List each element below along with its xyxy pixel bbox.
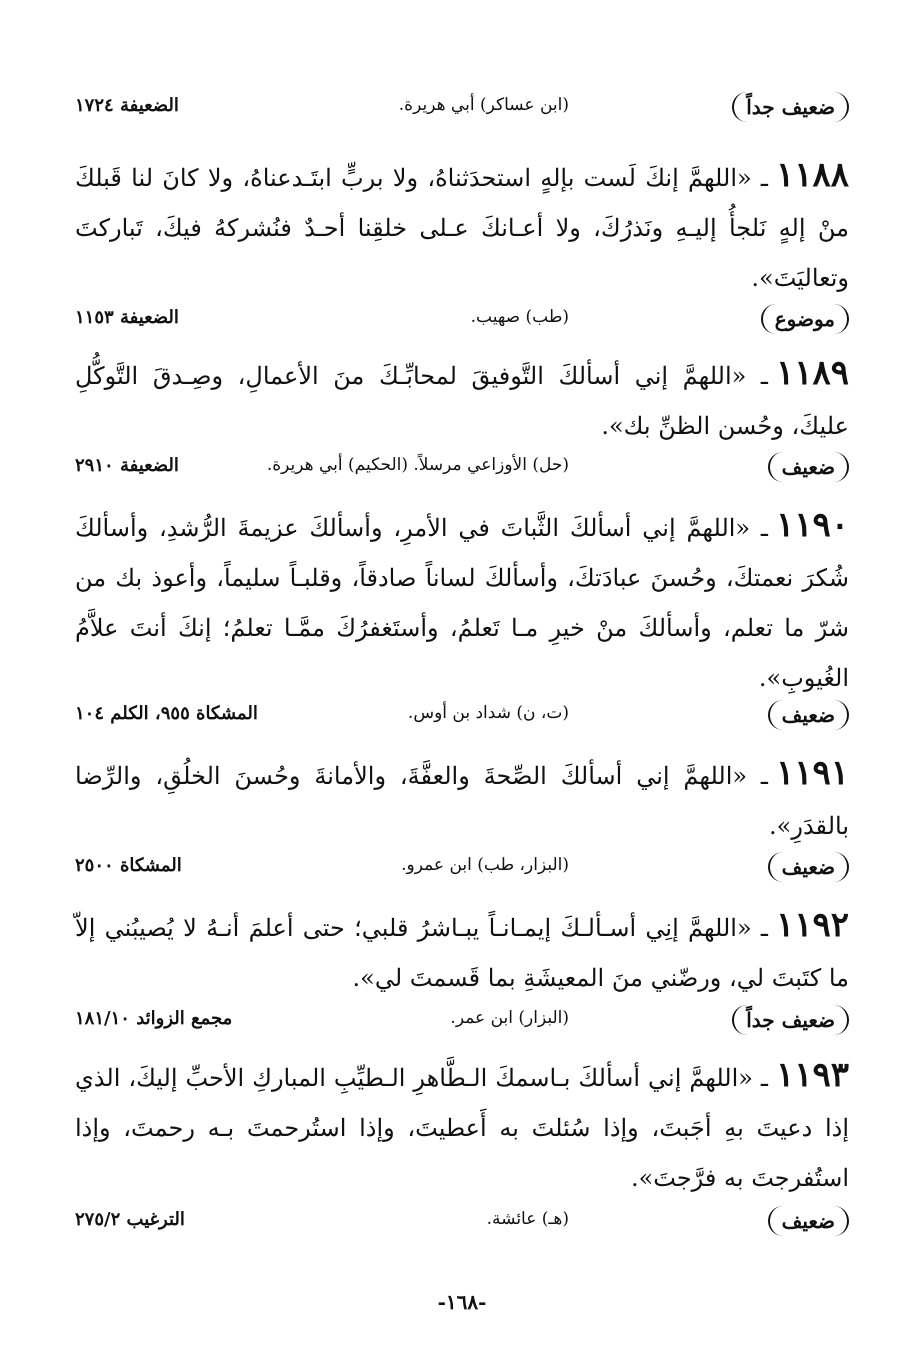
hadith-1189 [75, 348, 849, 451]
reference-line [75, 1005, 849, 1037]
book-reference: مجمع الزوائد ١٨١/١٠ [75, 1008, 233, 1029]
book-reference: الترغيب ٢٧٥/٢ [75, 1209, 185, 1230]
hadith-text: ـ «اللهمَّ إني أسألكَ الثَّباتَ في الأمرِ، وأسألكَ عزيمةَ الرُّشدِ، وأسألكَ شُكرَ نعمتكَ، وحُسنَ عبادَتكَ، وأسألكَ لساناً صادقاً، وقلبـاً سليماً، وأعوذ بك من شرّ ما تعلم، وأسألكَ منْ خيرِ مـا تَعلمُ، وأستَغفرُكَ ممَّـا تعلمُ؛ إنكَ أنتَ علاَّمُ الغُيوبِ». [75, 514, 849, 692]
hadith-number: ١١٨٩ [775, 353, 849, 393]
source-text: (طب) صهيب. [470, 307, 569, 327]
page-number: -١٦٨- [437, 1290, 487, 1314]
hadith-1191 [75, 748, 849, 851]
hadith-1192 [75, 900, 849, 1003]
hadith-text: ـ «اللهمَّ إنِي أسـألـكَ إيمـانـاً يبـاشرُ قلبي؛ حتى أعلمَ أنـهُ لا يُصيبُني إلاّ ما كتَبتَ لي، ورضّني منَ المعيشَةِ بما قَسمتَ لي». [75, 914, 849, 992]
reference-line [75, 452, 849, 484]
source-text: (ابن عساكر) أبي هريرة. [398, 95, 569, 115]
hadith-number: ١١٩٠ [775, 505, 849, 545]
book-reference: الضعيفة ١١٥٣ [75, 307, 179, 328]
reference-line [75, 304, 849, 336]
hadith-text: ـ «اللهمَّ إني أسألكَ التَّوفيقَ لمحابِّـكَ منَ الأعمالِ، وصِـدقَ التَّوكُّلِ عليكَ، وحُسن الظنِّ بك». [75, 362, 849, 440]
hadith-text: ـ «اللهمَّ إنكَ لَست بإلهٍ استحدَثناهُ، ولا بربٍّ ابتَـدعناهُ، ولا كانَ لنا قَبلكَ منْ إلهٍ نَلجأُ إليـهِ ونَذرُكَ، ولا أعـانكَ عـلى خلقِنا أحـدٌ فنُشركهُ فيكَ، تَباركتَ وتعاليَتَ». [75, 164, 849, 292]
hadith-1193 [75, 1050, 849, 1203]
book-reference: الضعيفة ٢٩١٠ [75, 455, 179, 476]
source-text: (ت، ن) شداد بن أوس. [407, 703, 569, 723]
hadith-1190 [75, 500, 849, 703]
source-text: (حل) الأوزاعي مرسلاً. (الحكيم) أبي هريرة. [266, 455, 569, 475]
grade-label: ضعيف [768, 1206, 849, 1236]
grade-label: ضعيف جداً [732, 92, 849, 122]
hadith-1188 [75, 150, 849, 303]
hadith-number: ١١٩٣ [775, 1055, 849, 1095]
source-text: (هـ) عائشة. [486, 1209, 569, 1229]
source-text: (البزار، طب) ابن عمرو. [401, 855, 569, 875]
grade-label: ضعيف [768, 852, 849, 882]
book-reference: الضعيفة ١٧٢٤ [75, 95, 179, 116]
reference-line [75, 1206, 849, 1238]
hadith-number: ١١٨٨ [775, 155, 849, 195]
grade-label: ضعيف [768, 700, 849, 730]
grade-label: ضعيف [768, 452, 849, 482]
reference-line [75, 700, 849, 732]
hadith-text: ـ «اللهمَّ إني أسألكَ الصِّحةَ والعفَّةَ، والأمانةَ وحُسنَ الخلُقِ، والرِّضا بالقدَرِ». [75, 762, 849, 840]
grade-label: موضوع [761, 304, 849, 334]
source-text: (البزار) ابن عمر. [450, 1008, 569, 1028]
hadith-text: ـ «اللهمَّ إني أسألكَ بـاسمكَ الـطَّاهرِ الـطيِّبِ المباركِ الأحبِّ إليكَ، الذي إذا دعيتَ بهِ أجَبتَ، وإذا سُئلتَ به أَعطيتَ، وإذا استُرحمتَ بـه رحمتَ، وإذا استُفرجتَ به فرَّجتَ». [75, 1064, 849, 1192]
hadith-number: ١١٩١ [775, 753, 849, 793]
reference-line [75, 852, 849, 884]
book-reference: المشكاة ٩٥٥، الكلم ١٠٤ [75, 703, 258, 724]
reference-line [75, 92, 849, 124]
grade-label: ضعيف جداً [732, 1005, 849, 1035]
hadith-number: ١١٩٢ [775, 905, 849, 945]
book-reference: المشكاة ٢٥٠٠ [75, 855, 182, 876]
